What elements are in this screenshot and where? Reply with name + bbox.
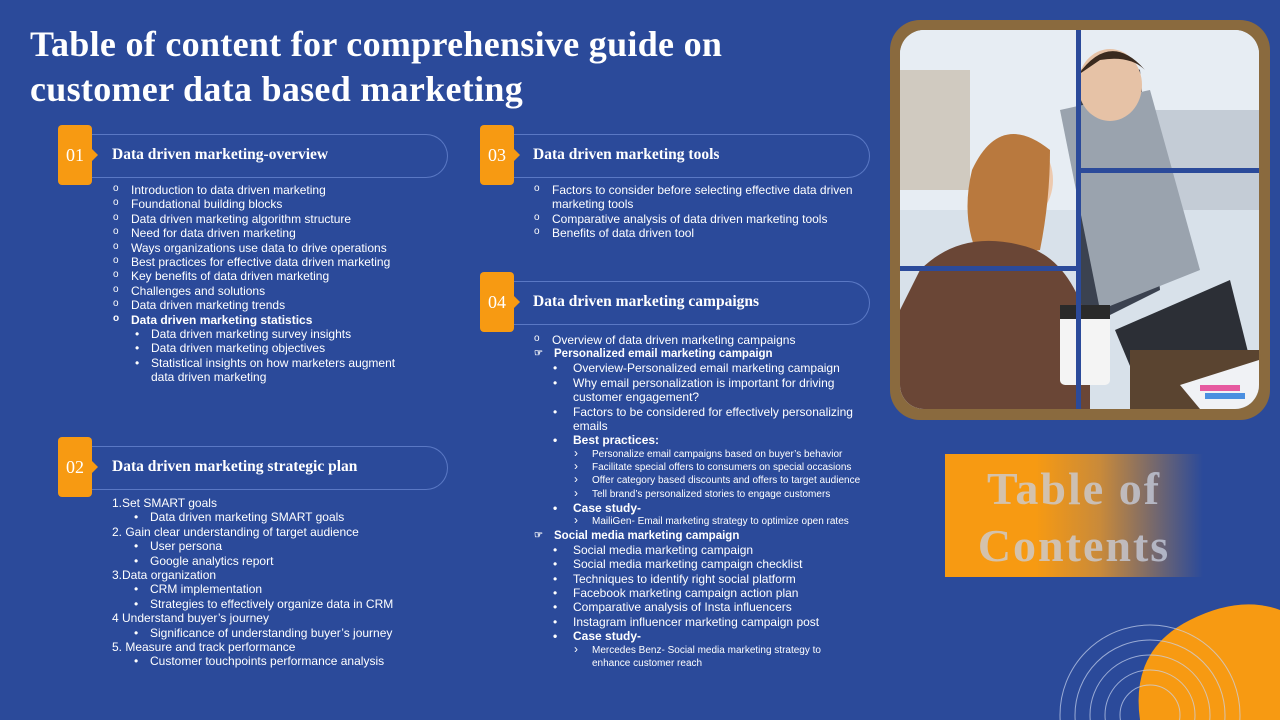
list-item: ☞ Personalized email marketing campaign — [534, 347, 904, 361]
list-subitem: • Facebook marketing campaign action plan — [534, 586, 904, 600]
photo-divider-horizontal-left — [900, 266, 1076, 271]
list-subitem: • Social media marketing campaign — [534, 543, 904, 557]
section-02-badge: 02 — [58, 437, 92, 497]
section-03-title: Data driven marketing tools — [533, 146, 720, 163]
list-subitem: › Offer category based discounts and offers to target audience — [534, 474, 904, 487]
list-item: o Benefits of data driven tool — [534, 226, 864, 240]
list-subitem: › MailiGen- Email marketing strategy to optimize open rates — [534, 515, 904, 528]
list-subitem: • Strategies to effectively organize data in CRM — [112, 597, 432, 611]
list-item: o Best practices for effective data driven marketing — [113, 255, 433, 269]
section-01-badge: 01 — [58, 125, 92, 185]
list-item: o Data driven marketing trends — [113, 298, 433, 312]
list-subitem: • Case study- — [534, 629, 904, 643]
list-subitem: • Significance of understanding buyer’s journey — [112, 626, 432, 640]
photo-divider-vertical — [1076, 30, 1081, 409]
toc-label — [945, 460, 1203, 574]
list-subitem: • Best practices: — [534, 433, 904, 447]
list-subitem: • Data driven marketing objectives — [113, 341, 433, 355]
section-04-title: Data driven marketing campaigns — [533, 293, 760, 310]
list-subitem: • Comparative analysis of Insta influencers — [534, 600, 904, 614]
list-subitem: • Techniques to identify right social platform — [534, 572, 904, 586]
list-subitem: • User persona — [112, 539, 432, 553]
toc-label-box — [945, 454, 1203, 577]
list-subitem: • Google analytics report — [112, 554, 432, 568]
list-subitem: › Facilitate special offers to consumers on special occasions — [534, 461, 904, 474]
section-01-title: Data driven marketing-overview — [112, 146, 329, 163]
list-subitem: • Data driven marketing survey insights — [113, 327, 433, 341]
list-subitem: • Why email personalization is important for driving customer engagement? — [534, 376, 853, 405]
section-04-badge: 04 — [480, 272, 514, 332]
list-item: 1.Set SMART goals — [112, 496, 217, 510]
list-subitem: • Factors to be considered for effectively personalizing emails — [534, 405, 873, 434]
list-subitem: • Instagram influencer marketing campaign post — [534, 615, 904, 629]
list-item: o Factors to consider before selecting effective data driven marketing tools — [534, 183, 864, 212]
list-item: o Need for data driven marketing — [113, 226, 433, 240]
list-subitem: • Overview-Personalized email marketing campaign — [534, 361, 904, 375]
list-subitem: • Case study- — [534, 501, 904, 515]
list-item: o Comparative analysis of data driven marketing tools — [534, 212, 864, 226]
list-subitem: • Statistical insights on how marketers augment data driven marketing — [113, 356, 421, 385]
section-03-list — [534, 183, 864, 241]
section-03-badge: 03 — [480, 125, 514, 185]
list-item: o Overview of data driven marketing campaigns — [534, 333, 904, 347]
decorative-corner-shape — [1050, 590, 1280, 720]
list-subitem: › Mercedes Benz- Social media marketing strategy to enhance customer reach — [534, 644, 862, 671]
list-item: o Data driven marketing statistics — [113, 313, 433, 327]
section-02-title: Data driven marketing strategic plan — [112, 458, 358, 475]
list-item: o Foundational building blocks — [113, 197, 433, 211]
photo-divider-horizontal-right — [1081, 168, 1259, 173]
list-item: 2. Gain clear understanding of target audience — [112, 524, 359, 539]
list-item: ☞ Social media marketing campaign — [534, 529, 904, 543]
list-subitem: • Customer touchpoints performance analysis — [112, 654, 432, 668]
list-subitem: • Data driven marketing SMART goals — [112, 510, 432, 524]
office-photo — [900, 30, 1259, 409]
toc-label-line1: Table of — [986, 463, 1162, 514]
list-subitem: • Social media marketing campaign checklist — [534, 557, 904, 571]
list-item: o Data driven marketing algorithm structure — [113, 212, 433, 226]
toc-label-line2: Contents — [977, 520, 1171, 571]
list-subitem: › Tell brand’s personalized stories to engage customers — [534, 488, 904, 501]
list-item: o Challenges and solutions — [113, 284, 433, 298]
list-item: o Ways organizations use data to drive operations — [113, 241, 433, 255]
list-item: o Key benefits of data driven marketing — [113, 269, 433, 283]
section-01-list — [113, 183, 433, 385]
list-item: 5. Measure and track performance — [112, 640, 296, 655]
section-02-list — [112, 496, 432, 669]
section-04-list — [534, 333, 904, 670]
list-item: 4 Understand buyer’s journey — [112, 611, 269, 626]
list-subitem: › Personalize email campaigns based on buyer’s behavior — [534, 448, 904, 461]
list-subitem: • CRM implementation — [112, 582, 432, 596]
page-title: Table of content for comprehensive guide on customer data based marketing — [30, 24, 723, 109]
list-item: o Introduction to data driven marketing — [113, 183, 433, 197]
list-item: 3.Data organization — [112, 568, 217, 583]
